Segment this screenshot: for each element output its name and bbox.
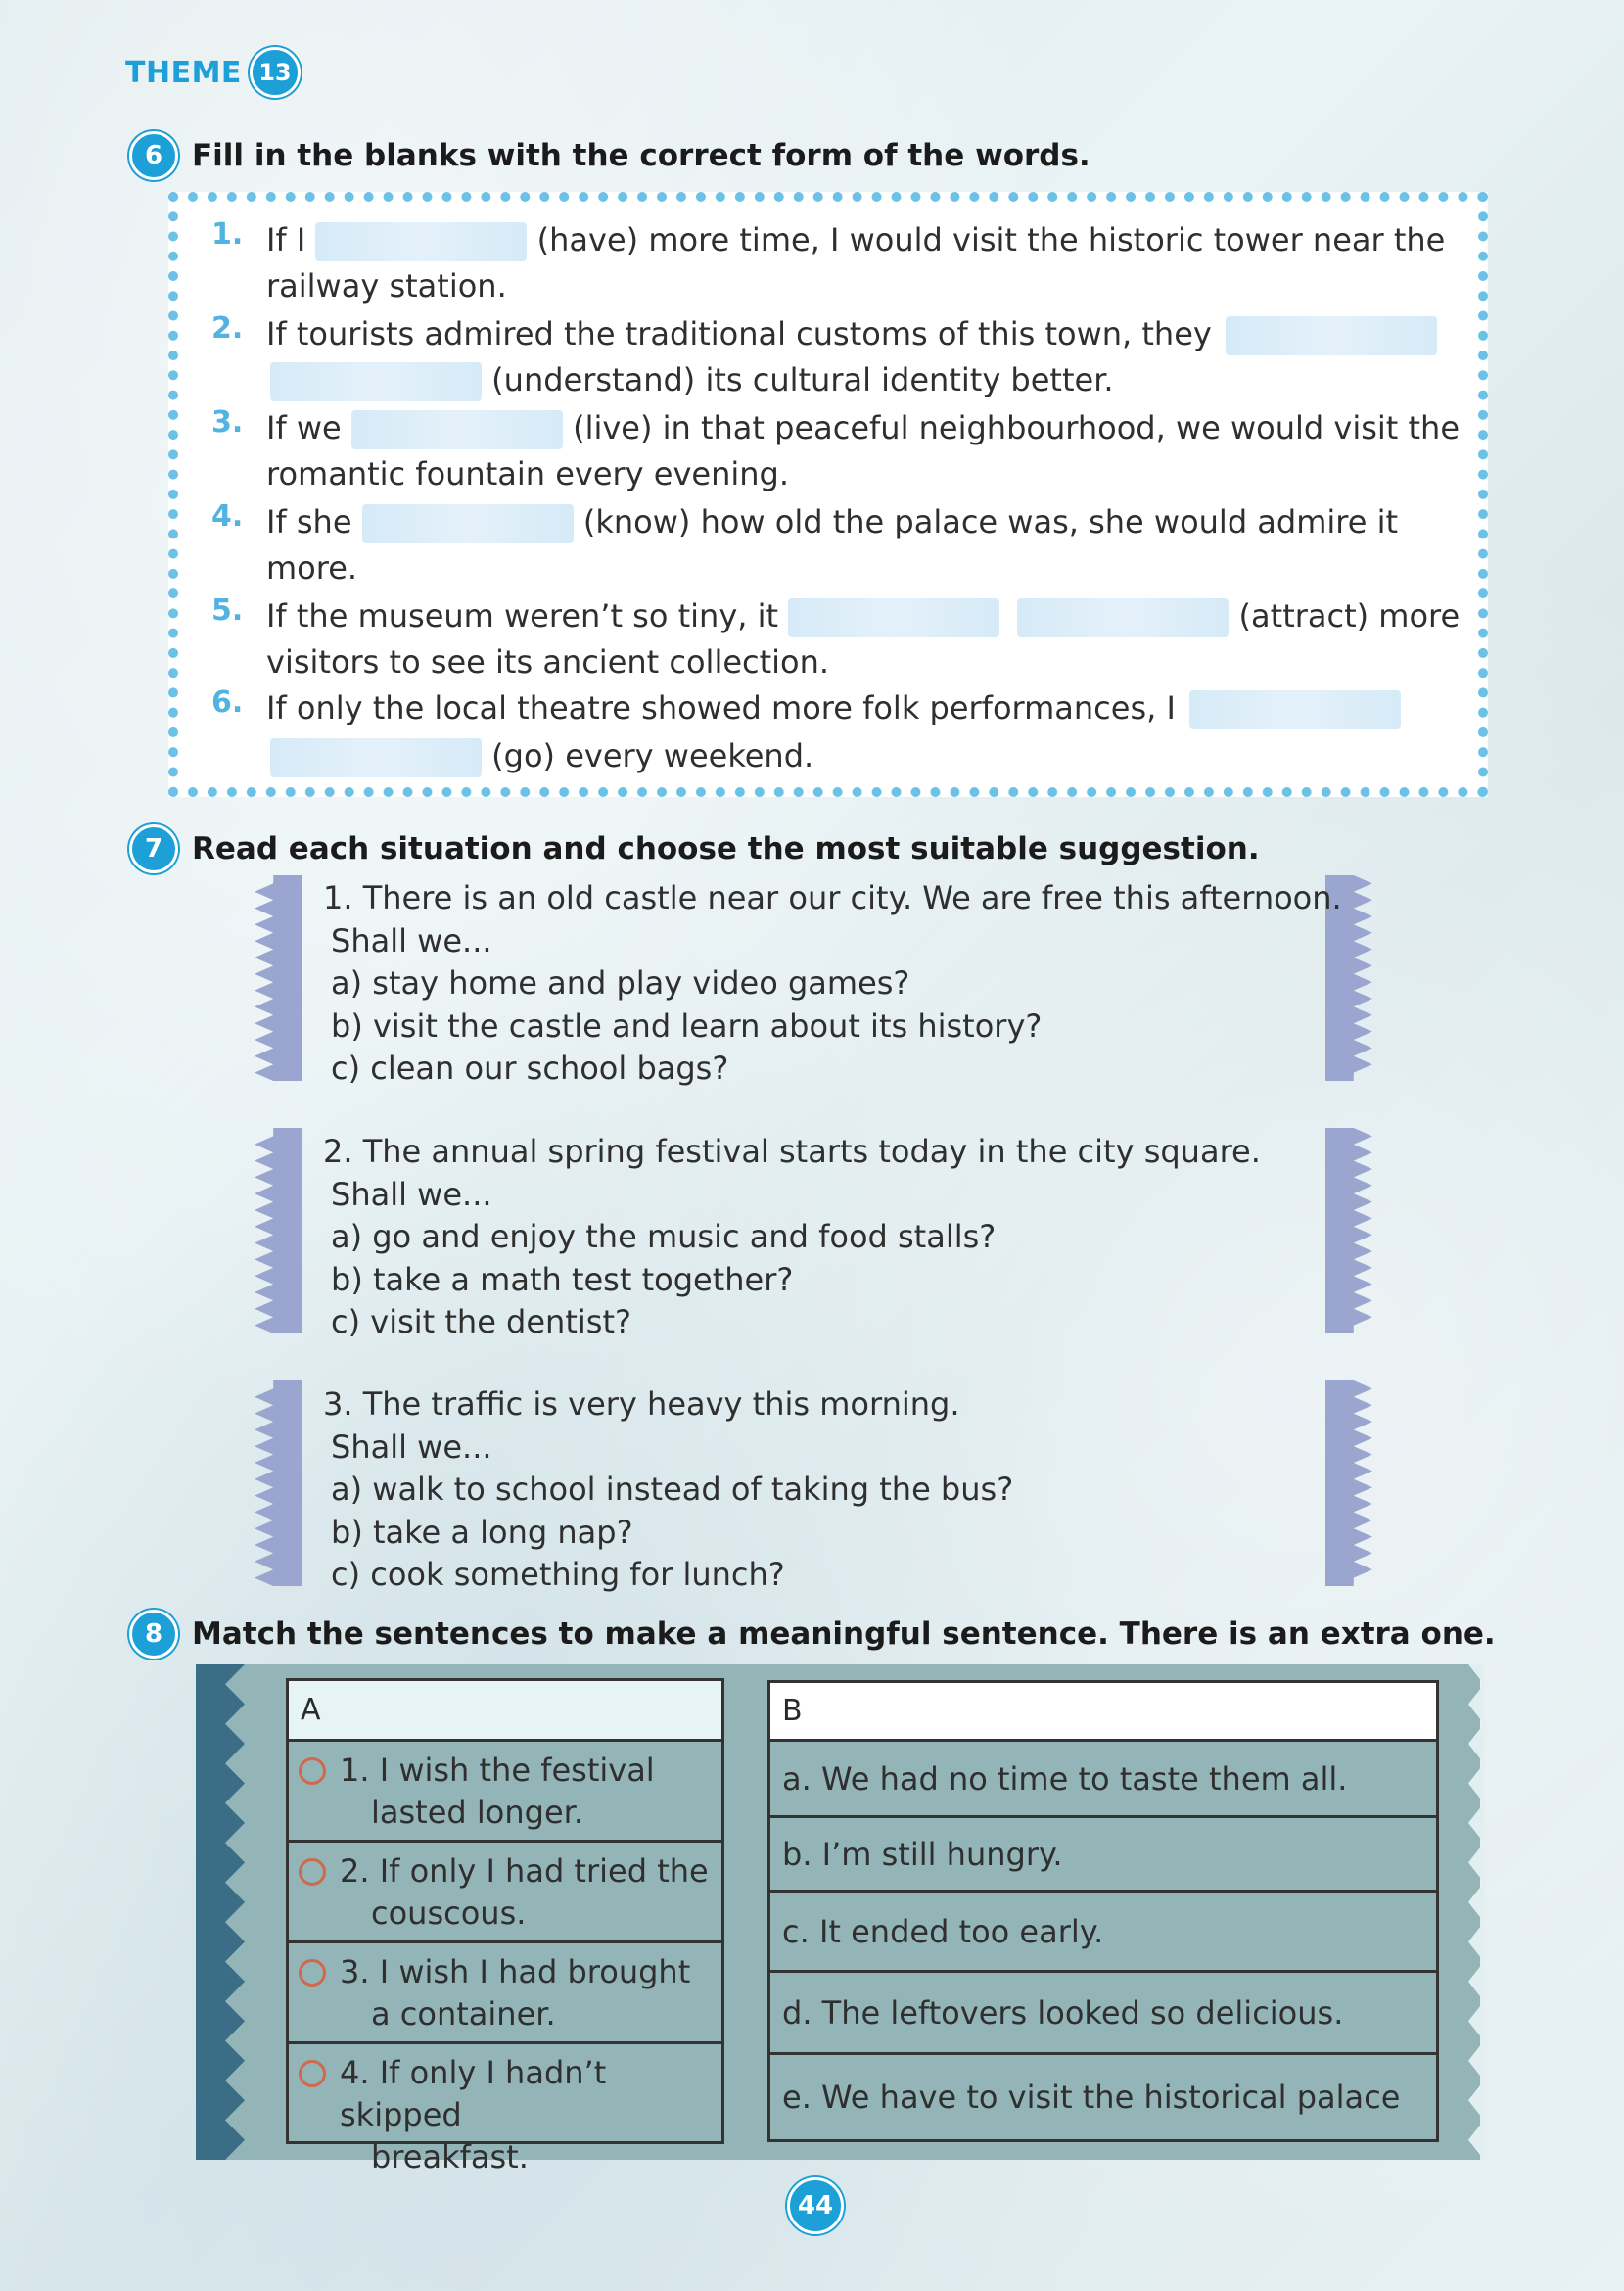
option-b[interactable]: b) take a math test together? bbox=[331, 1260, 794, 1298]
fill-item-1-line2: railway station. bbox=[266, 267, 507, 304]
situation-1 bbox=[323, 877, 1342, 1091]
sentence-text: (understand) its cultural identity better. bbox=[491, 361, 1114, 398]
answer-blank[interactable] bbox=[1189, 690, 1401, 729]
column-b-header: B bbox=[770, 1683, 1436, 1742]
fill-item-1-line1 bbox=[266, 220, 1445, 261]
sentence-text: (go) every weekend. bbox=[491, 737, 814, 774]
column-a-table bbox=[286, 1678, 724, 2175]
sentence-text: If I bbox=[266, 221, 306, 258]
exercise-title: Fill in the blanks with the correct form of the words. bbox=[192, 138, 1090, 173]
exercise-title: Read each situation and choose the most suitable suggestion. bbox=[192, 831, 1260, 866]
fill-item-2-line2 bbox=[270, 360, 1114, 401]
row-text: a container. bbox=[371, 1995, 556, 2033]
answer-circle[interactable] bbox=[299, 2060, 326, 2087]
sentence-text: (have) more time, I would visit the historic tower near the bbox=[536, 221, 1446, 258]
situation-prompt: Shall we... bbox=[331, 1175, 492, 1213]
exercise-title: Match the sentences to make a meaningful sentence. There is an extra one. bbox=[192, 1616, 1496, 1652]
option-c[interactable]: c) visit the dentist? bbox=[331, 1303, 631, 1340]
item-number: 6. bbox=[211, 685, 244, 720]
column-b-table bbox=[767, 1680, 1439, 2142]
answer-blank[interactable] bbox=[362, 504, 574, 543]
match-row-b-d[interactable]: d. The leftovers looked so delicious. bbox=[770, 1973, 1436, 2055]
row-text: 4. If only I hadn’t skipped bbox=[340, 2054, 607, 2133]
answer-blank[interactable] bbox=[270, 738, 482, 777]
fill-item-5-line1 bbox=[266, 596, 1460, 637]
situation-prompt: Shall we... bbox=[331, 921, 492, 959]
row-text: 1. I wish the festival bbox=[340, 1752, 655, 1789]
theme-header bbox=[125, 47, 301, 98]
fill-item-2-line1 bbox=[266, 314, 1437, 355]
sentence-text: If tourists admired the traditional customs of this town, they bbox=[266, 315, 1212, 352]
fill-item-4-line2: more. bbox=[266, 549, 358, 586]
match-row-b-b[interactable]: b. I’m still hungry. bbox=[770, 1818, 1436, 1893]
exercise-8-heading bbox=[129, 1610, 1496, 1659]
item-number: 5. bbox=[211, 593, 244, 628]
match-row-b-e[interactable]: e. We have to visit the historical palace bbox=[782, 2079, 1401, 2116]
row-text: 3. I wish I had brought bbox=[340, 1953, 691, 1990]
option-a[interactable]: a) walk to school instead of taking the bus? bbox=[331, 1471, 1014, 1508]
answer-circle[interactable] bbox=[299, 1858, 326, 1886]
fill-item-3-line1 bbox=[266, 408, 1460, 449]
zigzag-border-left bbox=[255, 875, 302, 1081]
exercise-6-heading bbox=[129, 131, 1090, 180]
option-c[interactable]: c) cook something for lunch? bbox=[331, 1556, 785, 1593]
row-text: breakfast. bbox=[371, 2138, 529, 2175]
sentence-text: If we bbox=[266, 409, 342, 446]
zigzag-border-right bbox=[1325, 1128, 1372, 1333]
match-row-b-a[interactable]: a. We had no time to taste them all. bbox=[770, 1742, 1436, 1818]
answer-blank[interactable] bbox=[788, 598, 999, 637]
item-number: 2. bbox=[211, 311, 244, 346]
sentence-text: (live) in that peaceful neighbourhood, we would visit the bbox=[573, 409, 1460, 446]
column-a-header: A bbox=[289, 1681, 721, 1742]
situation-2 bbox=[323, 1131, 1261, 1344]
theme-number-badge: 13 bbox=[250, 47, 301, 98]
sentence-text: If only the local theatre showed more folk performances, I bbox=[266, 689, 1176, 726]
answer-blank[interactable] bbox=[351, 410, 563, 449]
answer-blank[interactable] bbox=[1017, 598, 1229, 637]
row-text: couscous. bbox=[371, 1894, 527, 1932]
row-text: 2. If only I had tried the bbox=[340, 1852, 709, 1890]
situation-text: 2. The annual spring festival starts today in the city square. bbox=[323, 1133, 1261, 1170]
zigzag-border-left bbox=[255, 1380, 302, 1586]
fill-item-4-line1 bbox=[266, 502, 1398, 543]
situation-3 bbox=[323, 1383, 1013, 1597]
answer-blank[interactable] bbox=[270, 362, 482, 401]
row-text: lasted longer. bbox=[371, 1794, 584, 1831]
answer-circle[interactable] bbox=[299, 1959, 326, 1987]
item-number: 4. bbox=[211, 499, 244, 534]
match-row-b-c[interactable]: c. It ended too early. bbox=[770, 1893, 1436, 1973]
answer-blank[interactable] bbox=[315, 222, 527, 261]
option-b[interactable]: b) take a long nap? bbox=[331, 1513, 633, 1551]
exercise-number-badge: 8 bbox=[129, 1610, 178, 1659]
option-a[interactable]: a) go and enjoy the music and food stalls? bbox=[331, 1218, 997, 1255]
exercise-number-badge: 7 bbox=[129, 824, 178, 873]
sentence-text: (know) how old the palace was, she would admire it bbox=[582, 503, 1399, 540]
situation-prompt: Shall we... bbox=[331, 1427, 492, 1466]
fill-item-3-line2: romantic fountain every evening. bbox=[266, 455, 790, 492]
answer-blank[interactable] bbox=[1226, 316, 1437, 355]
situation-text: 3. The traffic is very heavy this morning. bbox=[323, 1385, 960, 1423]
option-a[interactable]: a) stay home and play video games? bbox=[331, 964, 910, 1002]
situation-text: 1. There is an old castle near our city. We are free this afternoon. bbox=[323, 879, 1342, 916]
item-number: 3. bbox=[211, 405, 244, 440]
answer-circle[interactable] bbox=[299, 1757, 326, 1785]
match-row-a1[interactable] bbox=[289, 1742, 721, 1843]
sentence-text: If she bbox=[266, 503, 352, 540]
zigzag-border-right bbox=[1325, 1380, 1372, 1586]
sentence-text: (attract) more bbox=[1238, 597, 1461, 634]
match-row-a3[interactable] bbox=[289, 1943, 721, 2044]
item-number: 1. bbox=[211, 217, 244, 252]
theme-label: THEME bbox=[125, 55, 242, 90]
sentence-text: If the museum weren’t so tiny, it bbox=[266, 597, 779, 634]
exercise-7-heading bbox=[129, 824, 1260, 873]
exercise-number-badge: 6 bbox=[129, 131, 178, 180]
fill-item-6-line2 bbox=[270, 736, 813, 777]
zigzag-border-left bbox=[255, 1128, 302, 1333]
option-b[interactable]: b) visit the castle and learn about its history? bbox=[331, 1006, 1043, 1045]
fill-item-6-line1 bbox=[266, 688, 1401, 729]
option-c[interactable]: c) clean our school bags? bbox=[331, 1050, 729, 1087]
match-row-a2[interactable] bbox=[289, 1843, 721, 1943]
fill-item-5-line2: visitors to see its ancient collection. bbox=[266, 643, 830, 680]
match-row-a4[interactable] bbox=[289, 2044, 721, 2175]
page-number: 44 bbox=[787, 2177, 844, 2234]
